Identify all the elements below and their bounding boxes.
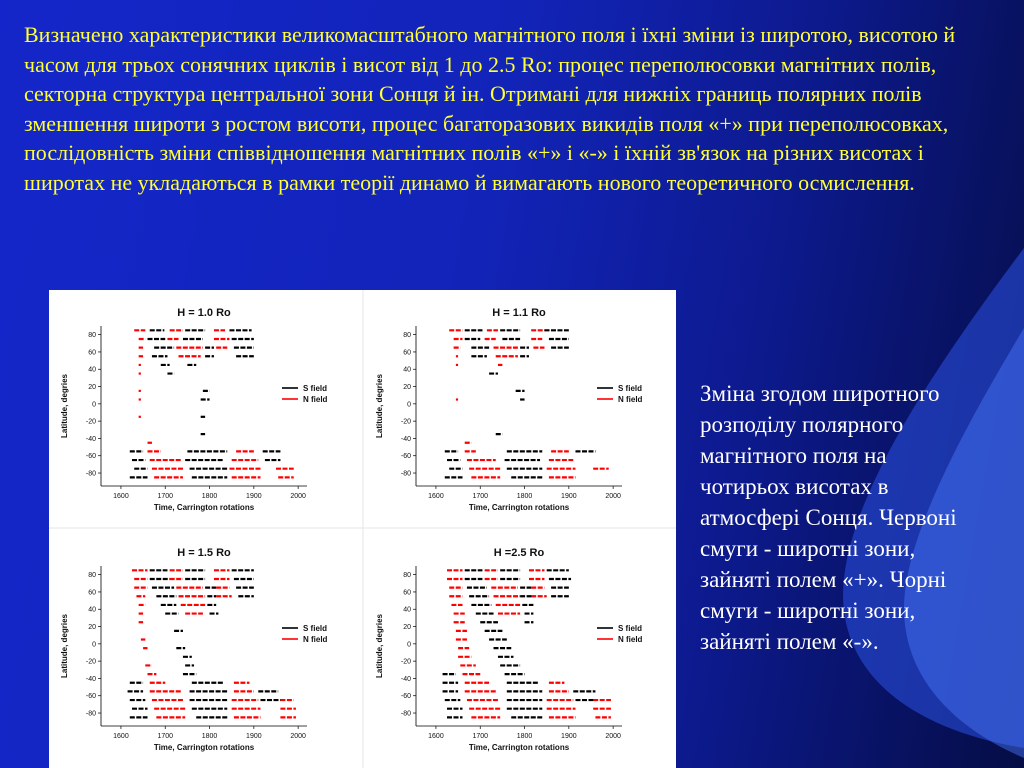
x-tick-label: 2000	[290, 493, 306, 500]
legend-label: S field	[618, 384, 643, 393]
series-s-field	[130, 330, 281, 477]
x-tick-label: 2000	[605, 493, 621, 500]
x-tick-label: 1700	[157, 733, 174, 740]
y-tick-label: -20	[400, 418, 411, 426]
y-axis-label: Latitude, degries	[60, 613, 69, 679]
chart-panel-3	[60, 547, 328, 752]
y-tick-label: 20	[88, 384, 96, 392]
series-s-field	[443, 570, 596, 717]
x-tick-label: 1900	[561, 733, 577, 740]
y-axis-label: Latitude, degries	[60, 373, 69, 439]
x-tick-label: 1800	[516, 733, 533, 740]
y-tick-label: -60	[85, 453, 96, 461]
chart-grid	[49, 290, 676, 768]
y-tick-label: 40	[403, 606, 411, 614]
y-tick-label: 80	[88, 572, 96, 580]
x-tick-label: 1600	[428, 733, 444, 740]
series-s-field	[128, 570, 281, 717]
x-tick-label: 1700	[157, 493, 174, 500]
chart-panel-1	[60, 307, 328, 512]
legend-label: N field	[618, 635, 643, 644]
y-tick-label: 20	[88, 624, 96, 632]
x-tick-label: 1800	[201, 733, 218, 740]
x-tick-label: 1800	[516, 493, 533, 500]
y-tick-label: 40	[88, 606, 96, 614]
y-tick-label: -80	[85, 470, 96, 478]
x-tick-label: 2000	[605, 733, 621, 740]
x-tick-label: 1900	[246, 733, 262, 740]
legend-label: S field	[303, 384, 328, 393]
y-tick-label: -40	[400, 435, 411, 443]
legend-label: N field	[618, 395, 643, 404]
y-tick-label: -40	[400, 675, 411, 683]
series-n-field	[449, 330, 608, 477]
y-tick-label: 0	[92, 641, 96, 649]
y-tick-label: 40	[88, 366, 96, 374]
y-tick-label: -80	[400, 470, 411, 478]
chart-title: H = 1.0 Ro	[177, 307, 231, 319]
y-tick-label: -20	[400, 658, 411, 666]
y-tick-label: 20	[403, 624, 411, 632]
x-tick-label: 1600	[428, 493, 444, 500]
y-axis-label: Latitude, degries	[375, 613, 384, 679]
y-tick-label: -40	[85, 435, 96, 443]
y-tick-label: -80	[85, 710, 96, 718]
x-axis-label: Time, Carrington rotations	[468, 503, 570, 512]
y-tick-label: -40	[85, 675, 96, 683]
x-tick-label: 1600	[113, 493, 129, 500]
x-tick-label: 1800	[201, 493, 218, 500]
series-n-field	[447, 570, 611, 717]
y-tick-label: 0	[407, 641, 411, 649]
y-tick-label: 80	[403, 572, 411, 580]
legend-label: S field	[303, 624, 328, 633]
x-tick-label: 1900	[246, 493, 262, 500]
y-tick-label: -80	[400, 710, 411, 718]
y-tick-label: -60	[400, 453, 411, 461]
y-tick-label: 60	[88, 349, 96, 357]
top-paragraph: Визначено характеристики великомасштабного магнітного поля і їхні зміни із широтою, висотою й часом для трьох сонячних циклів і висот від 1 до 2.5 Ro: процес переполюсовки магнітних полів, секторна структура центральної зони Сонця й ін. Отримані для нижніх границь полярних полів зменшення широти з ростом висоти, процес багаторазових викидів поля «+» при переполюсовках, послідовність зміни співвідношення магнітних полів «+» і «-» і їхній зв'язок на різних висотах і широтах не укладаються в рамки теорії динамо й вимагають нового теоретичного осмислення.	[24, 22, 956, 195]
y-tick-label: 60	[403, 349, 411, 357]
figure-caption: Зміна згодом широтного розподілу полярного магнітного поля на чотирьох висотах в атмосфері Сонця. Червоні смуги - широтні зони, зайняті полем «+». Чорні смуги - широтні зони, зайняті полем «-».	[700, 381, 957, 654]
y-tick-label: 60	[88, 589, 96, 597]
legend-label: N field	[303, 395, 328, 404]
x-tick-label: 1900	[561, 493, 577, 500]
series-n-field	[134, 330, 293, 477]
y-tick-label: 60	[403, 589, 411, 597]
x-axis-label: Time, Carrington rotations	[153, 503, 255, 512]
figure-panels	[49, 290, 676, 768]
series-s-field	[445, 330, 596, 477]
y-tick-label: -20	[85, 418, 96, 426]
chart-title: H = 1.1 Ro	[492, 307, 546, 319]
y-axis-label: Latitude, degries	[375, 373, 384, 439]
x-axis-label: Time, Carrington rotations	[468, 743, 570, 752]
y-tick-label: -60	[85, 693, 96, 701]
y-tick-label: 20	[403, 384, 411, 392]
x-tick-label: 2000	[290, 733, 306, 740]
series-n-field	[132, 570, 296, 717]
y-tick-label: -20	[85, 658, 96, 666]
chart-title: H =2.5 Ro	[493, 547, 545, 559]
x-tick-label: 1600	[113, 733, 129, 740]
y-tick-label: -60	[400, 693, 411, 701]
chart-panel-2	[375, 307, 643, 512]
y-tick-label: 0	[407, 401, 411, 409]
y-tick-label: 80	[88, 332, 96, 340]
x-tick-label: 1700	[472, 493, 489, 500]
y-tick-label: 0	[92, 401, 96, 409]
y-tick-label: 40	[403, 366, 411, 374]
chart-panel-4	[375, 547, 643, 752]
legend-label: N field	[303, 635, 328, 644]
legend-label: S field	[618, 624, 643, 633]
chart-title: H = 1.5 Ro	[177, 547, 231, 559]
x-tick-label: 1700	[472, 733, 489, 740]
x-axis-label: Time, Carrington rotations	[153, 743, 255, 752]
y-tick-label: 80	[403, 332, 411, 340]
